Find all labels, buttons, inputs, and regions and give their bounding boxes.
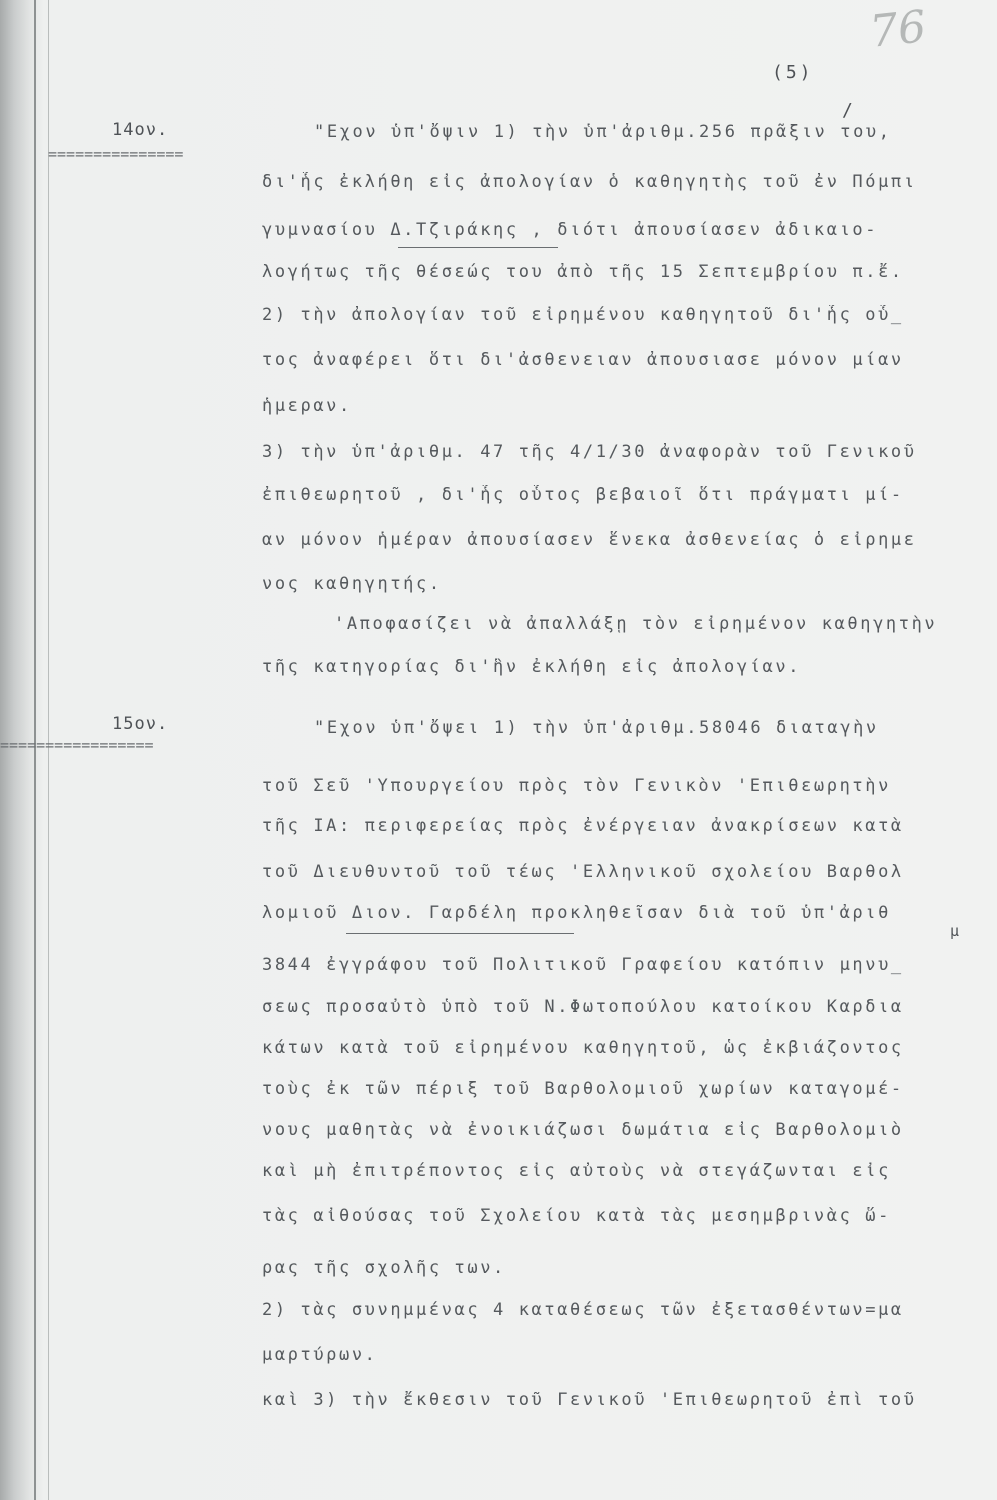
text-line: 3) τὴν ὑπ'ἀριθμ. 47 τῆς 4/1/30 ἀναφορὰν τοῦ Γενικοῦ bbox=[262, 442, 917, 462]
section-rule: =============== bbox=[48, 145, 184, 163]
text-line: 'Αποφασίζει νὰ ἀπαλλάξῃ τὸν εἰρημένον καθηγητὴν bbox=[334, 614, 938, 634]
folio-number: 76 bbox=[867, 1, 929, 58]
text-line: μαρτύρων. bbox=[262, 1345, 378, 1365]
text-line: 2) τὴν ἀπολογίαν τοῦ εἰρημένου καθηγητοῦ δι'ἧς οὗ_ bbox=[262, 305, 904, 325]
text-line: ἡμεραν. bbox=[262, 396, 352, 416]
section-label: 15ον. bbox=[112, 714, 169, 734]
text-line: καὶ μὴ ἐπιτρέποντος εἰς αὐτοὺς νὰ στεγάζωνται εἰς bbox=[262, 1161, 891, 1181]
margin-tick: / bbox=[842, 100, 853, 121]
text-line: σεως προσαὐτὸ ὑπὸ τοῦ Ν.Φωτοπούλου κατοίκου Καρδια bbox=[262, 997, 904, 1017]
text-line: "Εχον ὑπ'ὄψιν 1) τὴν ὑπ'ἀριθμ.256 πρᾶξιν του, bbox=[314, 122, 892, 142]
text-line: λομιοῦ Διον. Γαρδέλη προκληθεῖσαν διὰ τοῦ ὑπ'ἀριθ bbox=[262, 903, 891, 923]
text-line: νος καθηγητής. bbox=[262, 574, 442, 594]
text-line: δι'ἧς ἐκλήθη εἰς ἀπολογίαν ὁ καθηγητὴς τοῦ ἐν Πόμπι bbox=[262, 172, 917, 192]
text-line: τος ἀναφέρει ὅτι δι'ἀσθενειαν ἀπουσιασε μόνον μίαν bbox=[262, 350, 904, 370]
page-number: (5) bbox=[772, 62, 814, 83]
text-line: "Εχον ὑπ'ὄψει 1) τὴν ὑπ'ἀριθμ.58046 διαταγὴν bbox=[314, 718, 879, 738]
text-line: καὶ 3) τὴν ἔκθεσιν τοῦ Γενικοῦ 'Επιθεωρητοῦ ἐπὶ τοῦ bbox=[262, 1390, 917, 1410]
text-line: αν μόνον ἡμέραν ἀπουσίασεν ἕνεκα ἀσθενείας ὁ εἰρημε bbox=[262, 530, 917, 550]
text-line: τοὺς ἐκ τῶν πέριξ τοῦ Βαρθολομιοῦ χωρίων καταγομέ- bbox=[262, 1079, 904, 1099]
text-line: τοῦ Διευθυντοῦ τοῦ τέως 'Ελληνικοῦ σχολείου Βαρθολ bbox=[262, 862, 904, 882]
text-line: τῆς ΙΑ: περιφερείας πρὸς ἐνέργειαν ἀνακρίσεων κατὰ bbox=[262, 816, 904, 836]
text-line: 3844 ἐγγράφου τοῦ Πολιτικοῦ Γραφείου κατόπιν μηνυ_ bbox=[262, 955, 904, 975]
text-line: νους μαθητὰς νὰ ἐνοικιάζωσι δωμάτια εἰς Βαρθολομιὸ bbox=[262, 1120, 904, 1140]
section-rule: ================= bbox=[0, 736, 154, 754]
text-line: τοῦ Σεῦ 'Υπουργείου πρὸς τὸν Γενικὸν 'Επιθεωρητὴν bbox=[262, 776, 891, 796]
text-line: 2) τὰς συνημμένας 4 καταθέσεως τῶν ἐξετασθέντων=μα bbox=[262, 1300, 904, 1320]
underline bbox=[346, 933, 574, 934]
text-line: κάτων κατὰ τοῦ εἰρημένου καθηγητοῦ, ὡς ἐκβιάζοντος bbox=[262, 1038, 904, 1058]
text-line: ἐπιθεωρητοῦ , δι'ἧς οὗτος βεβαιοῖ ὅτι πράγματι μί- bbox=[262, 485, 904, 505]
text-line: ρας τῆς σχολῆς των. bbox=[262, 1258, 506, 1278]
text-line: τὰς αἰθούσας τοῦ Σχολείου κατὰ τὰς μεσημβρινὰς ὥ- bbox=[262, 1206, 891, 1226]
text-line: λογήτως τῆς θέσεώς του ἀπὸ τῆς 15 Σεπτεμβρίου π.ἔ. bbox=[262, 262, 904, 282]
interlinear-note: μ bbox=[950, 922, 961, 940]
section-label: 14ον. bbox=[112, 120, 169, 140]
underline bbox=[398, 247, 558, 248]
text-line: τῆς κατηγορίας δι'ἣν ἐκλήθη εἰς ἀπολογίαν. bbox=[262, 657, 802, 677]
text-line: γυμνασίου Δ.Τζιράκης , διότι ἀπουσίασεν ἀδικαιο- bbox=[262, 220, 879, 240]
